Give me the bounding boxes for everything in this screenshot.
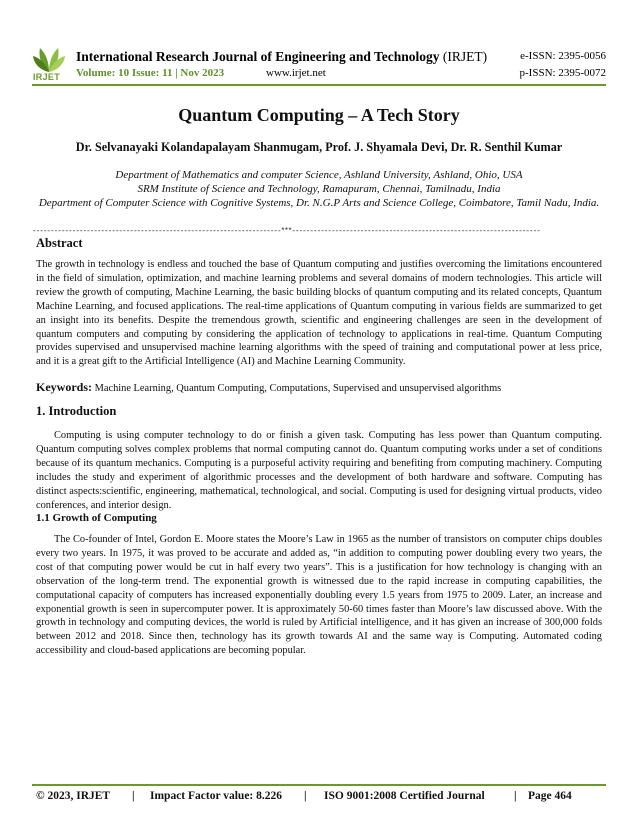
header-divider bbox=[32, 84, 606, 86]
irjet-logo bbox=[32, 44, 66, 82]
growth-heading: 1.1 Growth of Computing bbox=[36, 512, 157, 524]
journal-header bbox=[32, 44, 606, 84]
journal-name bbox=[76, 49, 487, 65]
footer-separator: | bbox=[304, 790, 307, 802]
keywords-text: Machine Learning, Quantum Computing, Computations, Supervised and unsupervised algorithms bbox=[94, 383, 502, 394]
footer-separator: | bbox=[132, 790, 135, 802]
introduction-heading: 1. Introduction bbox=[36, 404, 117, 418]
growth-text: The Co-founder of Intel, Gordon E. Moore states the Moore’s Law in 1965 as the number of transistors on computer chips doubles every two years. In 1975, it was proved to be accurate and added as, “in addition to computing power doubling every two years, the cost of that computing power would be cut in half every two years”. This is a justification for how technology is changing with an observation of the long-term trend. The exponential growth is witnessed due to the rapid increase in computing capabilities, the computational capacity of computers has increased exponentially doubling every 1.5 years from 1975 to 2009. Later, an increase and exponential growth is seen in supercomputer power. It is approximately 50-60 times faster than Moore’s law discussed above. With the growth in technology and computing devices, the world is ruled by Artificial intelligence, and it has given an increase of 300,000 folds between 2012 and 2018. Since then, technology has its growth towards AI and the same way is Computing. Automated coding accessibility and cloud-based applications are becoming popular. bbox=[36, 534, 602, 657]
volume-issue: Volume: 10 Issue: 11 | Nov 2023 bbox=[76, 67, 225, 79]
footer-copyright: © 2023, IRJET bbox=[36, 790, 111, 802]
footer-iso: ISO 9001:2008 Certified Journal bbox=[324, 790, 485, 802]
footer-page-number: Page 464 bbox=[528, 790, 572, 802]
pissn: p-ISSN: 2395-0072 bbox=[519, 67, 606, 79]
keywords-label: Keywords: bbox=[36, 380, 92, 394]
paper-title: Quantum Computing – A Tech Story bbox=[178, 105, 460, 125]
journal-full-name: International Research Journal of Engineering and Technology bbox=[76, 49, 440, 64]
abstract-heading: Abstract bbox=[36, 236, 83, 250]
eissn: e-ISSN: 2395-0056 bbox=[520, 50, 606, 62]
footer-divider bbox=[32, 784, 606, 786]
keywords bbox=[36, 380, 602, 395]
journal-website[interactable]: www.irjet.net bbox=[266, 67, 326, 79]
paper-authors: Dr. Selvanayaki Kolandapalayam Shanmugam, Prof. J. Shyamala Devi, Dr. R. Senthil Kumar bbox=[75, 140, 563, 154]
affiliation-1: Department of Mathematics and computer Science, Ashland University, Ashland, Ohio, USA bbox=[115, 169, 523, 181]
footer-impact-factor: Impact Factor value: 8.226 bbox=[150, 790, 283, 802]
introduction-text: Computing is using computer technology to do or finish a given task. Computing has less power than Quantum computing. Quantum computing solves complex problems that normal computing cannot do. Quantum computing works under a set of conditions because of its quantum mechanics. Computing is a purposeful activity requiring and benefiting from computing machinery. Computing includes the study and experiment of algorithmic processes and the development of both hardware and software. Computing has distinct aspects:scientific, engineering, mathematical, technological, and social. Computing is used for designing virtual products, video conferences, and interior design. bbox=[36, 430, 602, 511]
logo-text: IRJET bbox=[33, 72, 61, 82]
leaf-icon bbox=[32, 44, 66, 74]
section-separator: ---------------------------------------------------------------------***--------------------------------------------------------------------- bbox=[32, 227, 540, 236]
affiliation-2: SRM Institute of Science and Technology, Ramapuram, Chennai, Tamilnadu, India bbox=[137, 183, 501, 195]
footer-separator: | bbox=[514, 790, 517, 802]
affiliation-3: Department of Computer Science with Cognitive Systems, Dr. N.G.P Arts and Science College, Coimbatore, Tamil Nadu, India. bbox=[38, 197, 600, 209]
abstract-text: The growth in technology is endless and touched the base of Quantum computing and justifies overcoming the limitations encountered in the field of simulation, optimization, and machine learning problems and several domains of modern technologies. This article will review the growth of computing, Machine Learning, the basic building blocks of quantum computing and its related concepts, Quantum Machine Learning, and focused applications. The real-time applications of Quantum computing in various fields are summarized to get an insight into its benefits. Despite the tremendous growth, scientific and engineering challenges are seen in the development of quantum computers and computing by considering the application of technology to applications in real-time. Quantum Computing provides supervised and unsupervised machine learning algorithms with the speed of training and computational power at less price, and it is a great gift to the Artificial Intelligence (AI) and Machine Learning Community. bbox=[36, 259, 602, 368]
journal-abbr: (IRJET) bbox=[442, 49, 488, 64]
